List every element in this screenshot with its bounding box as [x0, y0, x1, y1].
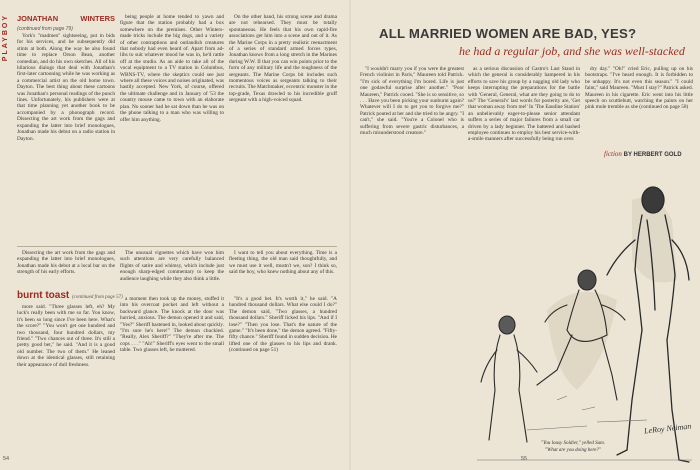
jonathan-title: JONATHAN WINTERS: [17, 14, 115, 23]
jonathan-text-3b: I want to tell you about everything. Time is a fleeting thing, the old man said thoughtfully, and we must use it well, mustn't we, son? I think so, said the boy, who knew nothing about any of this.: [229, 250, 337, 276]
caption-line-1: "You lousy Soldier," yelled Sam.: [541, 441, 606, 446]
jonathan-text-3: On the other hand, his strong scene and drama are not rehearsed. They must be totally spontaneous. He feels that his own rapid-fire associations get him into a scene and out of it. As the Marine Corps in a pretty realistic reenactment of a series of standard armed forces types, Jonathan knows from a long stretch in the Marines during W.W. II that you can win points prior to the form of any military life and the toughness of the sergeants. The Marine Corps bit includes such momentous voices as sergeants talking to their recruits. The Matchmaker, eccentric monster in the top-grade, Texas drawled to his incredible gruff sergeant with a high-voiced squad.: [229, 14, 337, 104]
illustration-wash: [547, 198, 677, 391]
artist-signature: LeRoy Neiman: [643, 421, 692, 436]
byline-fiction: fiction: [604, 150, 622, 158]
figure-standing-man: [607, 187, 689, 462]
caption-line-2: "What are you doing here?": [544, 448, 602, 453]
page-number-left: 54: [3, 456, 10, 462]
figure-man-left: [481, 316, 537, 442]
story-column-3: [585, 66, 693, 122]
burnt-toast-column-2: [120, 296, 224, 454]
illustration-caption: [541, 440, 605, 454]
jonathan-column-3: [229, 14, 337, 242]
jonathan-header: [17, 14, 115, 32]
story-byline: [604, 150, 682, 158]
burnt-toast-column-3: [229, 296, 337, 454]
left-page: [0, 0, 349, 470]
story-text-2: as a serious discussion of Castro's Last Stand in which the general is considerably hampered in his efforts to save his group by a nagging old lady who keeps interrupting the preparations for the battle with 'General, General, what are they going to do to us?' The 'General's' last words for posterity are, 'Get that woman away from me!' In 'The Eaudine Station' an unbelievably eager-to-please senior attendant suffers a series of major failures from a small car driven by a lady beginner. The battered and bashed employee continues to employ his best service-with-a-smile manners after successfully being run over.: [468, 66, 580, 143]
jonathan-column-2: [120, 14, 224, 242]
jonathan-text-2b: The unusual vignettes which have won him such attentions are very carefully balanced flights of satire and whimsy, which include just enough sharp-edged commentary to keep the audience laughing while they also think a little.: [120, 250, 224, 282]
jonathan-text-1b: Dissecting the art work from the gags and expanding the latter into brief monologues, Jonathan made his debut at a local bar on the strength of his early efforts.: [17, 250, 115, 276]
page-number-right: 55: [521, 456, 528, 462]
burnt-toast-text-2: a moment then took up the money, stuffed it into his overcoat pocket and left without a backward glance. The knock at the door was hurried, anxious. The demon opened it and said, "Yes?" Sheriff hastened in, looked about quickly. "I'm sure he's here!" The demon chuckled. "Really, Alex Sheriff?" "They're after me. The cops . . ." "Ah!" Sheriff's eyes went to the small table. Two glasses left, he muttered.: [120, 296, 224, 354]
jonathan-text-2: being people at home tended to yawn and figure that the station probably had a box somewhere on the premises. Other Winters-made tricks include the big dogs, and a variety of other contraptions and outlandish creatures that nobody had even heard of. Apart from ad-libs to suit whatever mood he was in, he'd rattle off at the studio. As an aide to take all of the vocal equipment to a TV station in Columbus, WBNS-TV, where the skeptics could see just where all these voices and noises originated, was hastily accepted. New York, of course, offered the ultimate challenge and in January of '53 the country mouse came to town with an elaborate plan. No sooner had he sat down than he was on the phone talking to a man who was willing to offer him anything.: [120, 14, 224, 123]
story-text-3: dry day." "Oh!" cried Eric, pulling up on his bootstraps. "I've heard enough. It is forbidden to be unhappy. It's not even this season." "I could faint," said Maureen. "Must I stay?" Patrick asked. Maureen in his cigarette. Eric went into his little speech on scuttlebutt, watching the paints on her pink mule tremble as she (continued on page 58): [585, 66, 693, 111]
section-divider: [17, 246, 337, 247]
byline-author: BY HERBERT GOLD: [623, 152, 682, 158]
jonathan-column-2b: [120, 250, 224, 292]
jonathan-column-1: [17, 14, 115, 242]
story-subtitle: he had a regular job, and she was well-stacked: [459, 44, 685, 58]
story-title: ALL MARRIED WOMEN ARE BAD, YES?: [379, 26, 637, 41]
jonathan-text-1: York's "madmen" sightseeing, put in bids for his services, and he subsequently did stints at both. Along the way he also found time to replace Orson Bean, another comedian, and do his own sketches. All of his hilarious dialogs that deal with Jonathan's first-later cartooning while he was working as a commercial artist on the old home town. Dayton. The best thing about these cartoons was Jonathan's personal readings of the punch lines. Unfortunately, his publishers were at that time planning yet another book to be accompanied by a phonograph record. Dissecting the art work from the gags and expanding the latter into brief monologues, Jonathan made his debut on a radio station in Dayton.: [17, 33, 115, 142]
burnt-toast-header: [17, 290, 123, 301]
burnt-toast-continued: (continued from page 57): [72, 295, 123, 300]
jonathan-continued: (continued from page 79): [17, 26, 73, 32]
burnt-toast-column-1: [17, 304, 115, 454]
jonathan-column-1b: [17, 250, 115, 286]
burnt-toast-text-3: "It's a good bet. It's worth it," he said. "A hundred thousand dollars. What else could I do?" The demon said, "Two glasses, a hundred thousand dollars." Sheriff licked his lips. "And if I lose?" "Then you lose. That's the nature of the game." "It's been done," the demon agreed. "Fifty-fifty chance." Sheriff found in sudden decision. He lifted one of the glasses to his lips and drank. (continued on page 51): [229, 296, 337, 354]
burnt-toast-title: burnt toast: [17, 290, 70, 301]
magazine-side-mark: PLAYBOY: [2, 14, 9, 62]
jonathan-column-3b: [229, 250, 337, 292]
burnt-toast-text-1: more said. "Three glasses left, eh? My luck's really been with me so far. You know, it's been so long since I've been here. What's the score?" "You won't get one hundred and two thousand, four hundred dollars, my friend." "Two chances out of three. It's still a pretty good bet," he said. "And it is a good old number. The two of them." He leaned down at the identical glasses, still retaining their appearance of dull freshness.: [17, 304, 115, 368]
right-page: [351, 0, 700, 470]
story-column-1: [360, 66, 464, 286]
story-text-1: "I wouldn't marry you if you were the greatest French violinist in Paris," Maureen told Patrick. "I'm sick of everything I'm bored. Life is just one godawful surprise after another." "Poor Maureen," Patrick cooed. "She is so sensitive, so . . . Have you been picking your sunburnt again? Whatever will I do to get you to forgive me?" Patrick pouted at her and she tried to be angry. "I can't," she said. "You're a Colonel who is suffering from severe gastric disturbances, a much misunderstood creature.": [360, 66, 464, 137]
